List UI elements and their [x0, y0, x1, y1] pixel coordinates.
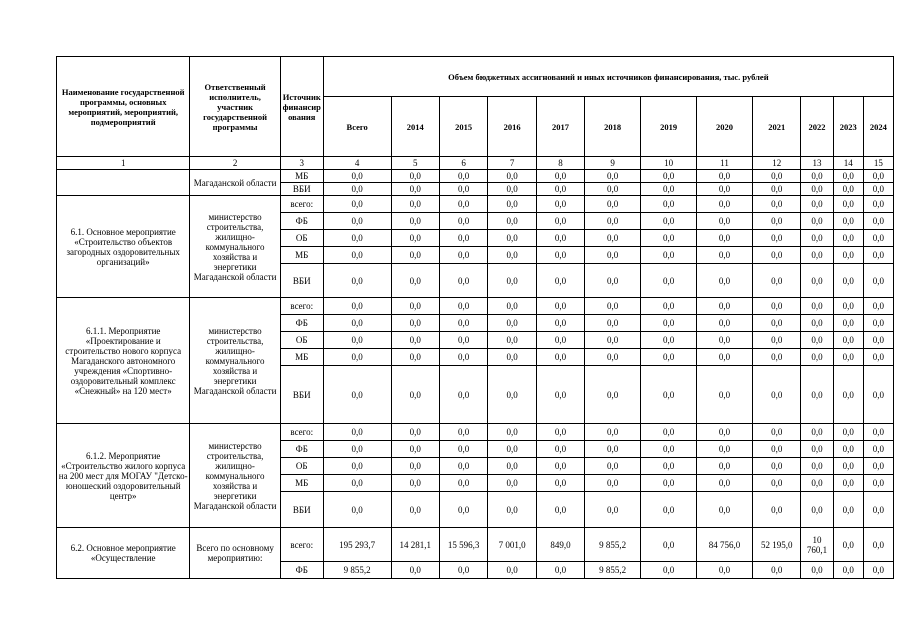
row-source: всего:: [280, 196, 323, 213]
value-cell: 0,0: [833, 492, 863, 528]
column-number: 14: [833, 157, 863, 170]
value-cell: 0,0: [439, 458, 487, 475]
value-cell: 0,0: [536, 183, 584, 196]
value-cell: 0,0: [863, 458, 893, 475]
value-cell: 0,0: [439, 315, 487, 332]
row-source: МБ: [280, 349, 323, 366]
value-cell: 0,0: [863, 264, 893, 298]
header-source: Источник финансирования: [280, 57, 323, 157]
value-cell: 0,0: [641, 298, 697, 315]
value-cell: 0,0: [488, 183, 536, 196]
value-cell: 0,0: [391, 264, 439, 298]
value-cell: 0,0: [752, 247, 800, 264]
value-cell: 0,0: [752, 213, 800, 230]
header-year: 2023: [833, 97, 863, 157]
value-cell: 0,0: [697, 264, 753, 298]
value-cell: 0,0: [641, 492, 697, 528]
value-cell: 0,0: [801, 366, 833, 424]
value-cell: 0,0: [585, 315, 641, 332]
value-cell: 0,0: [641, 170, 697, 183]
table-row: [57, 298, 894, 315]
row-source: всего:: [280, 528, 323, 562]
table-row: [57, 528, 894, 562]
value-cell: 0,0: [439, 183, 487, 196]
value-cell: 0,0: [833, 458, 863, 475]
row-source: ОБ: [280, 458, 323, 475]
value-cell: 0,0: [752, 332, 800, 349]
value-cell: 0,0: [585, 424, 641, 441]
value-cell: 0,0: [439, 264, 487, 298]
column-number: 1: [57, 157, 190, 170]
row-source: всего:: [280, 298, 323, 315]
value-cell: 0,0: [391, 315, 439, 332]
value-cell: 0,0: [801, 213, 833, 230]
total-cell: 0,0: [323, 475, 391, 492]
value-cell: 0,0: [752, 492, 800, 528]
value-cell: 0,0: [801, 458, 833, 475]
value-cell: 0,0: [752, 562, 800, 579]
column-number: 5: [391, 157, 439, 170]
value-cell: 0,0: [801, 315, 833, 332]
header-year: 2020: [697, 97, 753, 157]
value-cell: 0,0: [488, 349, 536, 366]
value-cell: 0,0: [697, 183, 753, 196]
value-cell: 0,0: [833, 366, 863, 424]
value-cell: 0,0: [439, 213, 487, 230]
value-cell: 0,0: [488, 424, 536, 441]
value-cell: 0,0: [697, 170, 753, 183]
header-year: 2016: [488, 97, 536, 157]
value-cell: 0,0: [752, 264, 800, 298]
value-cell: 0,0: [391, 349, 439, 366]
value-cell: 0,0: [536, 170, 584, 183]
value-cell: 0,0: [536, 349, 584, 366]
value-cell: 0,0: [536, 475, 584, 492]
value-cell: 0,0: [488, 247, 536, 264]
value-cell: 0,0: [488, 315, 536, 332]
value-cell: 0,0: [863, 298, 893, 315]
value-cell: 0,0: [752, 441, 800, 458]
value-cell: 0,0: [833, 170, 863, 183]
header-volume: Объем бюджетных ассигнований и иных источников финансирования, тыс. рублей: [323, 57, 893, 97]
value-cell: 0,0: [536, 492, 584, 528]
row-name: 6.1.2. Мероприятие «Строительство жилого корпуса на 200 мест для МОГАУ "Детско-юношеский оздоровительный центр»: [57, 424, 190, 528]
value-cell: 0,0: [536, 458, 584, 475]
value-cell: 849,0: [536, 528, 584, 562]
value-cell: 0,0: [536, 332, 584, 349]
value-cell: 0,0: [863, 213, 893, 230]
value-cell: 0,0: [863, 441, 893, 458]
value-cell: 0,0: [801, 196, 833, 213]
value-cell: 0,0: [801, 424, 833, 441]
total-cell: 0,0: [323, 315, 391, 332]
value-cell: 0,0: [641, 366, 697, 424]
column-number: 15: [863, 157, 893, 170]
value-cell: 0,0: [833, 349, 863, 366]
row-source: ВБИ: [280, 366, 323, 424]
value-cell: 0,0: [585, 475, 641, 492]
value-cell: 0,0: [697, 366, 753, 424]
row-name-empty: [57, 170, 190, 196]
value-cell: 0,0: [863, 183, 893, 196]
row-source: ОБ: [280, 230, 323, 247]
value-cell: 0,0: [863, 315, 893, 332]
header-executor: Ответственный исполнитель, участник государственной программы: [190, 57, 280, 157]
value-cell: 0,0: [801, 170, 833, 183]
value-cell: 0,0: [585, 264, 641, 298]
value-cell: 0,0: [536, 196, 584, 213]
value-cell: 0,0: [833, 183, 863, 196]
column-number: 6: [439, 157, 487, 170]
value-cell: 0,0: [439, 475, 487, 492]
value-cell: 0,0: [752, 349, 800, 366]
value-cell: 0,0: [536, 562, 584, 579]
value-cell: 0,0: [833, 441, 863, 458]
value-cell: 0,0: [439, 298, 487, 315]
value-cell: 0,0: [488, 213, 536, 230]
value-cell: 0,0: [585, 366, 641, 424]
value-cell: 0,0: [697, 349, 753, 366]
header-year: 2024: [863, 97, 893, 157]
value-cell: 0,0: [641, 247, 697, 264]
value-cell: 0,0: [391, 458, 439, 475]
value-cell: 0,0: [863, 492, 893, 528]
value-cell: 52 195,0: [752, 528, 800, 562]
total-cell: 0,0: [323, 492, 391, 528]
value-cell: 0,0: [641, 349, 697, 366]
budget-table: [56, 56, 894, 579]
value-cell: 0,0: [863, 424, 893, 441]
value-cell: 0,0: [641, 424, 697, 441]
value-cell: 0,0: [641, 528, 697, 562]
total-cell: 195 293,7: [323, 528, 391, 562]
value-cell: 0,0: [488, 170, 536, 183]
total-cell: 0,0: [323, 349, 391, 366]
value-cell: 0,0: [585, 213, 641, 230]
value-cell: 0,0: [391, 196, 439, 213]
value-cell: 0,0: [641, 264, 697, 298]
header-total: Всего: [323, 97, 391, 157]
value-cell: 84 756,0: [697, 528, 753, 562]
value-cell: 0,0: [391, 170, 439, 183]
value-cell: 0,0: [697, 458, 753, 475]
value-cell: 0,0: [833, 298, 863, 315]
column-number: 2: [190, 157, 280, 170]
value-cell: 0,0: [536, 230, 584, 247]
value-cell: 0,0: [585, 196, 641, 213]
value-cell: 0,0: [488, 298, 536, 315]
value-cell: 0,0: [641, 562, 697, 579]
value-cell: 0,0: [833, 264, 863, 298]
total-cell: 0,0: [323, 298, 391, 315]
row-source: ВБИ: [280, 492, 323, 528]
column-number: 7: [488, 157, 536, 170]
total-cell: 0,0: [323, 424, 391, 441]
row-source: ФБ: [280, 441, 323, 458]
value-cell: 0,0: [697, 562, 753, 579]
header-year: 2018: [585, 97, 641, 157]
value-cell: 9 855,2: [585, 562, 641, 579]
value-cell: 0,0: [863, 230, 893, 247]
value-cell: 0,0: [488, 441, 536, 458]
value-cell: 10 760,1: [801, 528, 833, 562]
row-name: 6.2. Основное мероприятие «Осуществление: [57, 528, 190, 579]
value-cell: 0,0: [536, 213, 584, 230]
header-year: 2022: [801, 97, 833, 157]
value-cell: 0,0: [488, 562, 536, 579]
value-cell: 0,0: [697, 475, 753, 492]
value-cell: 0,0: [536, 441, 584, 458]
value-cell: 0,0: [697, 196, 753, 213]
value-cell: 0,0: [391, 183, 439, 196]
value-cell: 0,0: [697, 424, 753, 441]
value-cell: 0,0: [697, 441, 753, 458]
value-cell: 14 281,1: [391, 528, 439, 562]
header-year: 2021: [752, 97, 800, 157]
value-cell: 0,0: [641, 213, 697, 230]
value-cell: 0,0: [863, 332, 893, 349]
value-cell: 0,0: [585, 183, 641, 196]
value-cell: 0,0: [439, 230, 487, 247]
value-cell: 0,0: [585, 458, 641, 475]
value-cell: 0,0: [863, 475, 893, 492]
value-cell: 0,0: [801, 349, 833, 366]
row-source: ФБ: [280, 213, 323, 230]
row-source: ВБИ: [280, 183, 323, 196]
value-cell: 0,0: [585, 349, 641, 366]
value-cell: 0,0: [585, 170, 641, 183]
value-cell: 0,0: [391, 298, 439, 315]
value-cell: 0,0: [863, 366, 893, 424]
row-executor: министерство строительства, жилищно-коммунального хозяйства и энергетики Магаданской области: [190, 424, 280, 528]
total-cell: 0,0: [323, 196, 391, 213]
value-cell: 0,0: [536, 424, 584, 441]
column-number: 8: [536, 157, 584, 170]
value-cell: 0,0: [752, 424, 800, 441]
value-cell: 0,0: [641, 475, 697, 492]
row-source: всего:: [280, 424, 323, 441]
value-cell: 0,0: [801, 298, 833, 315]
value-cell: 0,0: [439, 196, 487, 213]
value-cell: 0,0: [863, 562, 893, 579]
value-cell: 0,0: [833, 247, 863, 264]
value-cell: 0,0: [391, 441, 439, 458]
value-cell: 0,0: [801, 183, 833, 196]
row-source: ОБ: [280, 332, 323, 349]
value-cell: 0,0: [863, 170, 893, 183]
value-cell: 0,0: [833, 475, 863, 492]
value-cell: 0,0: [697, 247, 753, 264]
value-cell: 0,0: [391, 366, 439, 424]
value-cell: 0,0: [585, 441, 641, 458]
row-executor: министерство строительства, жилищно-коммунального хозяйства и энергетики Магаданской области: [190, 196, 280, 298]
row-name: 6.1.1. Мероприятие «Проектирование и строительство нового корпуса Магаданского автономного учреждения «Спортивно-оздоровительный комплекс «Снежный» на 120 мест»: [57, 298, 190, 424]
value-cell: 0,0: [488, 475, 536, 492]
value-cell: 0,0: [697, 332, 753, 349]
value-cell: 0,0: [488, 264, 536, 298]
value-cell: 0,0: [439, 492, 487, 528]
header-year: 2015: [439, 97, 487, 157]
value-cell: 0,0: [833, 230, 863, 247]
value-cell: 0,0: [833, 332, 863, 349]
value-cell: 0,0: [752, 475, 800, 492]
value-cell: 0,0: [641, 183, 697, 196]
value-cell: 0,0: [833, 213, 863, 230]
table-row: [57, 170, 894, 183]
value-cell: 0,0: [641, 441, 697, 458]
value-cell: 0,0: [752, 458, 800, 475]
value-cell: 0,0: [697, 213, 753, 230]
value-cell: 0,0: [801, 475, 833, 492]
column-number: 3: [280, 157, 323, 170]
value-cell: 0,0: [391, 332, 439, 349]
value-cell: 0,0: [752, 196, 800, 213]
value-cell: 0,0: [833, 424, 863, 441]
value-cell: 0,0: [536, 315, 584, 332]
value-cell: 0,0: [439, 170, 487, 183]
value-cell: 0,0: [439, 366, 487, 424]
value-cell: 0,0: [801, 230, 833, 247]
value-cell: 0,0: [488, 492, 536, 528]
total-cell: 0,0: [323, 441, 391, 458]
column-number: 9: [585, 157, 641, 170]
value-cell: 0,0: [801, 247, 833, 264]
column-number: 13: [801, 157, 833, 170]
row-executor: министерство строительства, жилищно-коммунального хозяйства и энергетики Магаданской области: [190, 298, 280, 424]
value-cell: 15 596,3: [439, 528, 487, 562]
value-cell: 0,0: [752, 230, 800, 247]
value-cell: 0,0: [536, 298, 584, 315]
value-cell: 0,0: [697, 492, 753, 528]
value-cell: 0,0: [752, 298, 800, 315]
value-cell: 0,0: [801, 441, 833, 458]
value-cell: 0,0: [585, 247, 641, 264]
header-name: Наименование государственной программы, основных мероприятий, мероприятий, подмероприятий: [57, 57, 190, 157]
total-cell: 0,0: [323, 230, 391, 247]
row-executor: Всего по основному мероприятию:: [190, 528, 280, 579]
value-cell: 0,0: [391, 213, 439, 230]
value-cell: 0,0: [536, 366, 584, 424]
column-number: 11: [697, 157, 753, 170]
value-cell: 0,0: [488, 332, 536, 349]
value-cell: 0,0: [536, 264, 584, 298]
row-source: ФБ: [280, 315, 323, 332]
value-cell: 0,0: [585, 332, 641, 349]
value-cell: 0,0: [323, 183, 391, 196]
value-cell: 0,0: [697, 298, 753, 315]
total-cell: 0,0: [323, 213, 391, 230]
value-cell: 0,0: [641, 332, 697, 349]
value-cell: 0,0: [439, 349, 487, 366]
value-cell: 0,0: [641, 230, 697, 247]
value-cell: 0,0: [536, 247, 584, 264]
total-cell: 0,0: [323, 247, 391, 264]
value-cell: 0,0: [752, 315, 800, 332]
value-cell: 0,0: [439, 424, 487, 441]
value-cell: 7 001,0: [488, 528, 536, 562]
value-cell: 0,0: [833, 315, 863, 332]
total-cell: 0,0: [323, 264, 391, 298]
value-cell: 0,0: [641, 196, 697, 213]
column-number: 12: [752, 157, 800, 170]
value-cell: 0,0: [801, 492, 833, 528]
value-cell: 0,0: [391, 424, 439, 441]
header-year: 2019: [641, 97, 697, 157]
value-cell: 0,0: [801, 332, 833, 349]
total-cell: 9 855,2: [323, 562, 391, 579]
value-cell: 0,0: [863, 196, 893, 213]
value-cell: 0,0: [488, 366, 536, 424]
value-cell: 0,0: [439, 562, 487, 579]
value-cell: 0,0: [439, 247, 487, 264]
row-executor: Магаданской области: [190, 170, 280, 196]
value-cell: 0,0: [752, 366, 800, 424]
value-cell: 0,0: [863, 247, 893, 264]
value-cell: 0,0: [391, 562, 439, 579]
row-source: МБ: [280, 475, 323, 492]
value-cell: 0,0: [488, 196, 536, 213]
row-source: ФБ: [280, 562, 323, 579]
value-cell: 0,0: [585, 230, 641, 247]
total-cell: 0,0: [323, 458, 391, 475]
value-cell: 0,0: [488, 458, 536, 475]
header-year: 2017: [536, 97, 584, 157]
value-cell: 0,0: [391, 492, 439, 528]
value-cell: 0,0: [697, 230, 753, 247]
value-cell: 0,0: [863, 528, 893, 562]
value-cell: 0,0: [833, 562, 863, 579]
table-row: [57, 196, 894, 213]
row-source: МБ: [280, 170, 323, 183]
table-row: [57, 424, 894, 441]
row-name: 6.1. Основное мероприятие «Строительство объектов загородных оздоровительных организаций»: [57, 196, 190, 298]
value-cell: 0,0: [585, 298, 641, 315]
header-year: 2014: [391, 97, 439, 157]
value-cell: 9 855,2: [585, 528, 641, 562]
total-cell: 0,0: [323, 332, 391, 349]
value-cell: 0,0: [863, 349, 893, 366]
value-cell: 0,0: [697, 315, 753, 332]
value-cell: 0,0: [391, 230, 439, 247]
value-cell: 0,0: [439, 332, 487, 349]
value-cell: 0,0: [752, 170, 800, 183]
value-cell: 0,0: [641, 315, 697, 332]
column-number: 4: [323, 157, 391, 170]
value-cell: 0,0: [391, 475, 439, 492]
row-source: ВБИ: [280, 264, 323, 298]
column-number: 10: [641, 157, 697, 170]
value-cell: 0,0: [752, 183, 800, 196]
total-cell: 0,0: [323, 366, 391, 424]
value-cell: 0,0: [323, 170, 391, 183]
value-cell: 0,0: [801, 562, 833, 579]
value-cell: 0,0: [488, 230, 536, 247]
value-cell: 0,0: [391, 247, 439, 264]
value-cell: 0,0: [585, 492, 641, 528]
row-source: МБ: [280, 247, 323, 264]
value-cell: 0,0: [833, 196, 863, 213]
value-cell: 0,0: [801, 264, 833, 298]
value-cell: 0,0: [833, 528, 863, 562]
value-cell: 0,0: [641, 458, 697, 475]
value-cell: 0,0: [439, 441, 487, 458]
